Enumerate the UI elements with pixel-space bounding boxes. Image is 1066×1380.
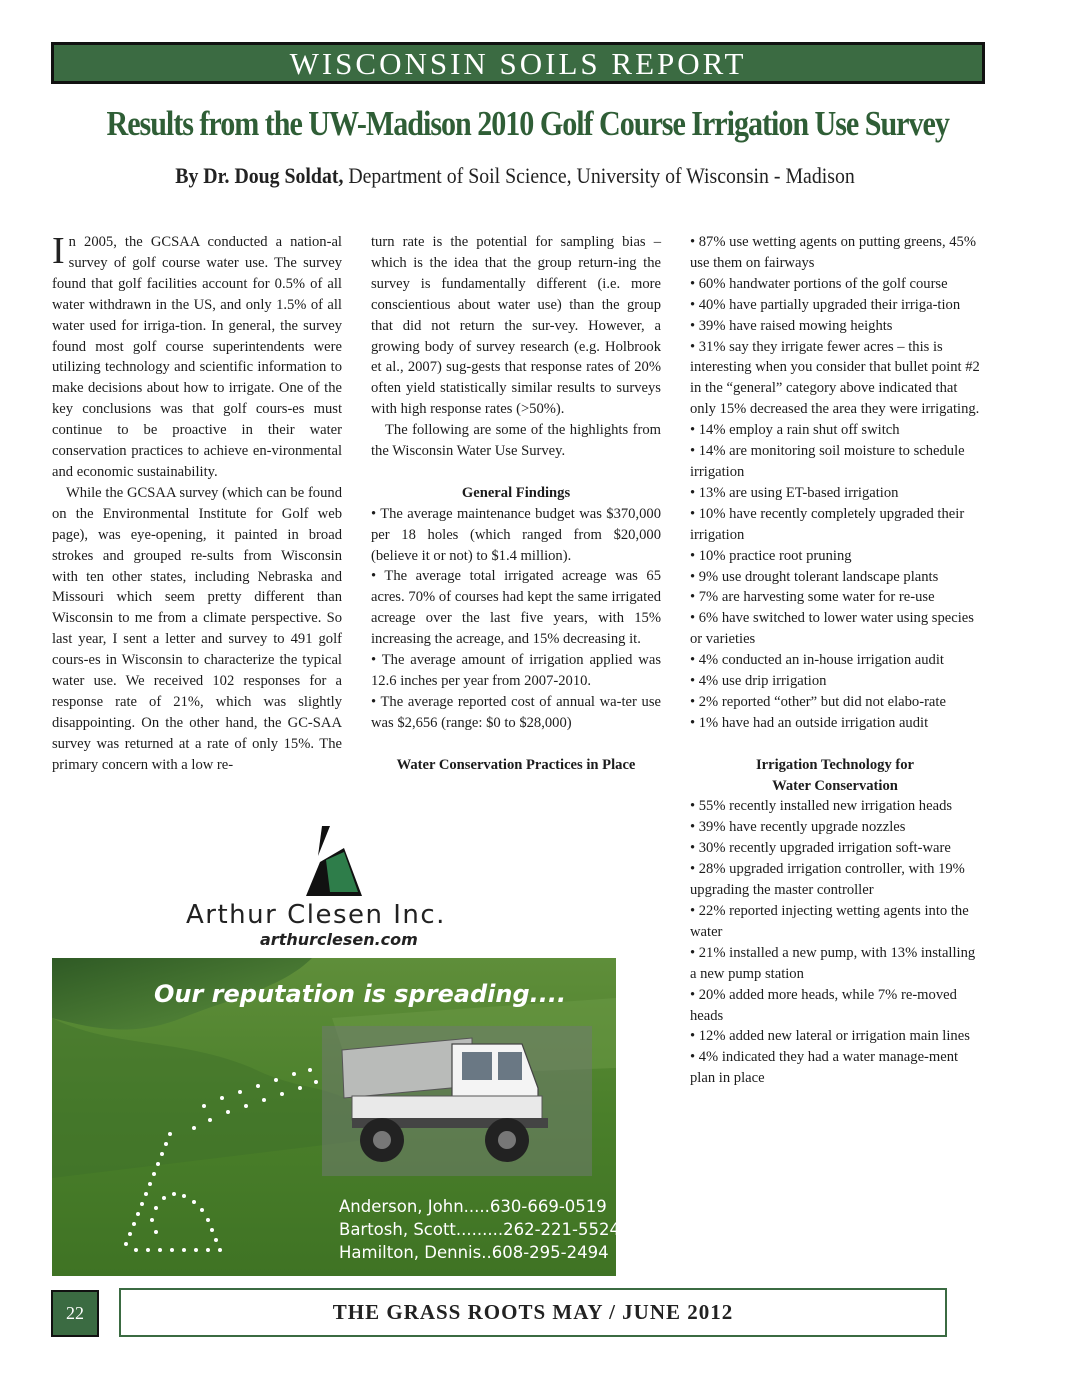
list-item: • 14% are monitoring soil moisture to schedule irrigation <box>690 443 965 480</box>
list-item: • 4% conducted an in-house irrigation audit <box>690 652 944 669</box>
paragraph-3: turn rate is the potential for sampling bias – which is the idea that the group return-ing the survey is fundamentally different (i.e. more conscientious about water use) than the group that did not return the sur-vey. However, a growing body of survey research (e.g. Holbrook et al., 2007) sug-gests that response rates of 20% often yield statistically similar results to surveys with high response rates (>50%). <box>371 234 661 418</box>
list-item: • 7% are harvesting some water for re-use <box>690 589 935 606</box>
list-item: • 40% have partially upgraded their irriga-tion <box>690 296 961 313</box>
paragraph-1 <box>52 232 342 483</box>
contact-line: Anderson, John.....630-669-0519 <box>339 1197 607 1216</box>
ad-website: arthurclesen.com <box>260 930 418 949</box>
list-item: • 4% indicated they had a water manage-ment plan in place <box>690 1049 959 1087</box>
list-item: • 87% use wetting agents on putting greens, 45% use them on fairways <box>690 234 976 271</box>
contact-line: Hamilton, Dennis..608-295-2494 <box>339 1243 609 1262</box>
paragraph-2: While the GCSAA survey (which can be found on the Environmental Institute for Golf web page), was eye-opening, it painted in broad strokes and grouped re-sults from Wisconsin with ten other states, including Nebraska and Missouri which seem pretty different than Wisconsin to me from a climate perspective. So last year, I sent a letter and survey to 491 golf cours-es in Wisconsin to characterize the typical water use. We received 102 responses for a response rate of 21%, which was slightly disappointing. On the other hand, the GC-SAA survey was returned at a rate of only 15%. The primary concern with a low re- <box>52 484 342 773</box>
list-item: • 4% use drip irrigation <box>690 673 827 690</box>
list-item: • The average reported cost of annual wa-ter use was $2,656 (range: $0 to $28,000) <box>371 693 661 731</box>
article-title: Results from the UW-Madison 2010 Golf Course Irrigation Use Survey <box>106 104 949 143</box>
clesen-logo-icon <box>300 826 370 902</box>
list-item: • 10% have recently completely upgraded their irrigation <box>690 505 965 543</box>
drop-cap: I <box>52 230 65 272</box>
conservation-heading: Water Conservation Practices in Place <box>396 756 636 773</box>
list-item: • 30% recently upgraded irrigation soft-ware <box>690 840 951 857</box>
technology-heading-line-2: Water Conservation <box>772 777 898 794</box>
author-affiliation: Department of Soil Science, University of Wisconsin - Madison <box>343 163 855 188</box>
list-item: • 20% added more heads, while 7% re-moved heads <box>690 986 957 1024</box>
column-3 <box>690 232 980 1089</box>
list-item: • 6% have switched to lower water using species or varieties <box>690 610 974 648</box>
byline <box>88 163 943 189</box>
paragraph-1-text: n 2005, the GCSAA conducted a nation-al survey of golf course water use. The survey found that golf facilities account for 0.5% of all water withdrawn in the US, and only 1.5% of all water used for irriga-tion. In general, the survey found most golf course superintendents were utilizing technology and scientific information to make decisions about how to irrigate. One of the key conclusions was that golf cours-es must continue to be proactive in their water conservation practices to achieve en-vironmental and economic sustainability. <box>52 234 342 480</box>
ad-company-name: Arthur Clesen Inc. <box>186 900 446 930</box>
column-2 <box>371 232 661 776</box>
section-header-text: WISCONSIN SOILS REPORT <box>289 46 747 81</box>
list-item: • 9% use drought tolerant landscape plants <box>690 568 939 585</box>
paragraph-4: The following are some of the highlights from the Wisconsin Water Use Survey. <box>371 422 661 460</box>
list-item: • 2% reported “other” but did not elabo-rate <box>690 693 946 710</box>
general-findings-heading: General Findings <box>461 484 571 501</box>
list-item: • 39% have raised mowing heights <box>690 317 893 334</box>
list-item: • 10% practice root pruning <box>690 547 852 564</box>
author-name: By Dr. Doug Soldat, <box>175 163 344 188</box>
publication-footer: THE GRASS ROOTS MAY / JUNE 2012 <box>119 1288 947 1337</box>
list-item: • 22% reported injecting wetting agents into the water <box>690 902 969 940</box>
list-item: • 31% say they irrigate fewer acres – this is interesting when you consider that bullet point #2 in the “general” category above indicated that only 15% decreased the area they were irrigating. <box>690 338 980 418</box>
list-item: • 21% installed a new pump, with 13% installing a new pump station <box>690 944 976 982</box>
list-item: • 13% are using ET-based irrigation <box>690 484 899 501</box>
list-item: • The average amount of irrigation applied was 12.6 inches per year from 2007-2010. <box>371 652 661 690</box>
ad-contacts <box>339 1195 620 1264</box>
list-item: • 1% have had an outside irrigation audit <box>690 714 929 731</box>
contact-line: Bartosh, Scott.........262-221-5524 <box>339 1220 620 1239</box>
list-item: • 14% employ a rain shut off switch <box>690 422 900 439</box>
list-item: • 55% recently installed new irrigation heads <box>690 798 953 815</box>
ad-slogan: Our reputation is spreading.... <box>154 980 567 1008</box>
list-item: • The average maintenance budget was $370,000 per 18 holes (which ranged from $20,000 (believe it or not) to $1.4 million). <box>371 505 661 564</box>
column-1 <box>52 232 342 776</box>
list-item: • 28% upgraded irrigation controller, with 19% upgrading the master controller <box>690 861 965 899</box>
list-item: • 60% handwater portions of the golf course <box>690 275 948 292</box>
technology-heading-line-1: Irrigation Technology for <box>755 756 915 773</box>
section-header <box>51 42 985 84</box>
list-item: • 12% added new lateral or irrigation main lines <box>690 1028 970 1045</box>
list-item: • 39% have recently upgrade nozzles <box>690 819 906 836</box>
list-item: • The average total irrigated acreage was 65 acres. 70% of courses had kept the same irrigated acreage over the last five years, with 15% increasing the acreage, and 15% decreasing it. <box>371 568 661 648</box>
page-number: 22 <box>51 1290 99 1337</box>
